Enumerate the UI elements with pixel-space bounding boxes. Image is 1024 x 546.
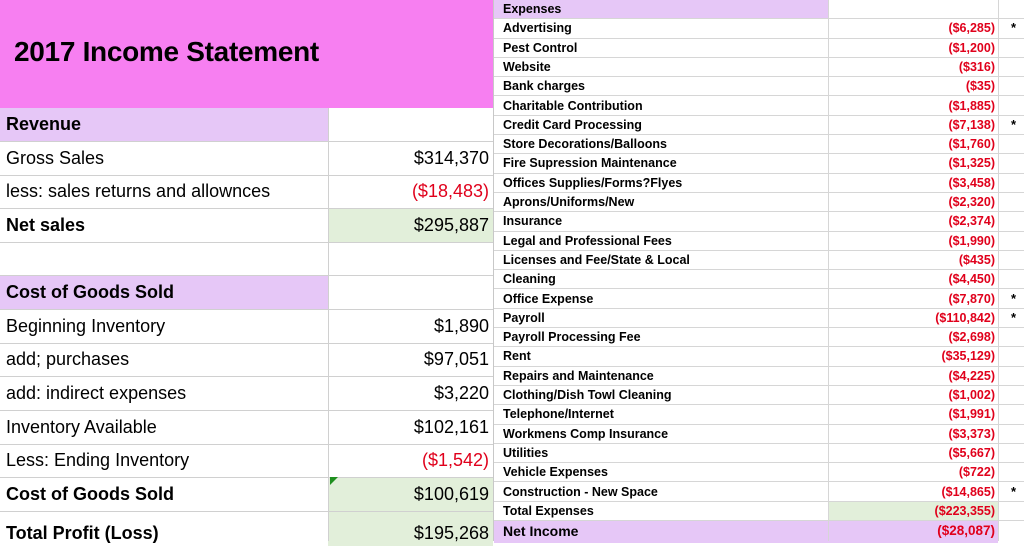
- returns-value: ($18,483): [411, 181, 489, 201]
- net-income-row[interactable]: [494, 521, 1024, 543]
- expense-label: Pest Control: [503, 40, 578, 55]
- cell-comment-marker[interactable]: [330, 477, 338, 485]
- expense-row[interactable]: [494, 39, 1024, 58]
- expense-label: Licenses and Fee/State & Local: [503, 252, 690, 267]
- purchases-row[interactable]: [0, 344, 493, 377]
- expense-row[interactable]: [494, 290, 1024, 309]
- expense-value: ($1,325): [948, 156, 995, 171]
- expense-row[interactable]: [494, 463, 1024, 482]
- expense-row[interactable]: [494, 19, 1024, 38]
- total-profit-value: $195,268: [413, 523, 489, 543]
- title-cell[interactable]: [0, 0, 493, 108]
- expenses-header: Expenses: [503, 2, 562, 16]
- expense-label: Vehicle Expenses: [503, 465, 608, 480]
- expense-label: Cleaning: [503, 272, 556, 287]
- cogs-header: Cost of Goods Sold: [6, 282, 174, 302]
- expense-value: ($1,002): [948, 388, 995, 402]
- expense-label: Rent: [503, 349, 531, 364]
- inventory-available-value: $102,161: [413, 417, 489, 437]
- expenses-header-row[interactable]: [494, 0, 1024, 19]
- expense-value: ($14,865): [941, 484, 995, 499]
- expense-row[interactable]: [494, 212, 1024, 231]
- expense-label: Payroll: [503, 310, 545, 325]
- expense-label: Charitable Contribution: [503, 98, 643, 113]
- expense-flag: *: [1010, 483, 1016, 499]
- gross-sales-label: Gross Sales: [6, 148, 105, 168]
- expense-value: ($35): [965, 79, 995, 94]
- expense-label: Website: [503, 59, 551, 74]
- expense-label: Credit Card Processing: [503, 117, 642, 132]
- expense-value: ($5,667): [948, 445, 995, 460]
- expense-label: Advertising: [503, 21, 572, 36]
- expense-flag: *: [1010, 116, 1016, 132]
- total-expenses-label: Total Expenses: [503, 503, 594, 518]
- expense-row[interactable]: [494, 97, 1024, 116]
- beginning-inventory-row[interactable]: [0, 310, 493, 344]
- net-sales-label: Net sales: [6, 215, 86, 235]
- ending-inventory-label: Less: Ending Inventory: [6, 450, 190, 470]
- expenses-panel: [493, 0, 1024, 541]
- net-sales-value: $295,887: [413, 215, 489, 235]
- expense-value: ($1,885): [948, 98, 995, 113]
- expense-label: Repairs and Maintenance: [503, 368, 654, 383]
- expense-label: Fire Supression Maintenance: [503, 156, 677, 171]
- expense-value: ($3,373): [948, 426, 995, 441]
- expense-value: ($435): [958, 252, 995, 267]
- total-expenses-row[interactable]: [494, 502, 1024, 521]
- net-sales-row[interactable]: [0, 209, 493, 243]
- income-statement-left: [0, 0, 493, 541]
- beginning-inventory-value: $1,890: [433, 316, 489, 336]
- expense-row[interactable]: [494, 193, 1024, 212]
- expense-label: Bank charges: [503, 79, 585, 94]
- beginning-inventory-label: Beginning Inventory: [6, 316, 166, 336]
- expense-row[interactable]: [494, 328, 1024, 347]
- page-title: 2017 Income Statement: [14, 36, 319, 67]
- expense-flag: *: [1010, 290, 1016, 306]
- returns-row[interactable]: [0, 176, 493, 209]
- expense-value: ($1,990): [948, 233, 995, 248]
- cogs-total-value: $100,619: [413, 484, 489, 504]
- expense-row[interactable]: [494, 425, 1024, 444]
- expense-value: ($722): [958, 465, 995, 480]
- expense-label: Insurance: [503, 214, 563, 229]
- expense-label: Payroll Processing Fee: [503, 330, 641, 345]
- expense-row[interactable]: [494, 154, 1024, 173]
- expense-row[interactable]: [494, 270, 1024, 289]
- expense-row[interactable]: [494, 116, 1024, 135]
- expense-value: ($316): [958, 59, 995, 74]
- expense-value: ($2,320): [948, 195, 995, 209]
- total-expenses-value: ($223,355): [934, 503, 995, 518]
- expense-label: Workmens Comp Insurance: [503, 426, 669, 441]
- revenue-header: Revenue: [6, 114, 82, 134]
- expense-value: ($2,698): [948, 330, 995, 345]
- ending-inventory-value: ($1,542): [421, 450, 489, 470]
- expense-row[interactable]: [494, 405, 1024, 424]
- expense-row[interactable]: [494, 251, 1024, 270]
- expense-label: Store Decorations/Balloons: [503, 137, 667, 152]
- expense-value: ($1,991): [948, 407, 995, 422]
- expense-label: Office Expense: [503, 291, 594, 306]
- expense-value: ($6,285): [948, 21, 995, 36]
- expense-value: ($3,458): [948, 175, 995, 190]
- gross-sales-value: $314,370: [413, 148, 489, 168]
- expense-value: ($35,129): [941, 349, 995, 364]
- gross-sales-row[interactable]: [0, 142, 493, 176]
- indirect-expenses-row[interactable]: [0, 377, 493, 411]
- inventory-available-label: Inventory Available: [6, 417, 157, 437]
- expense-label: Utilities: [503, 445, 549, 460]
- expense-label: Telephone/Internet: [503, 407, 614, 422]
- empty-row[interactable]: [0, 243, 493, 276]
- cogs-header-row[interactable]: [0, 276, 493, 310]
- expense-value: ($2,374): [948, 214, 995, 229]
- expense-row[interactable]: [494, 135, 1024, 154]
- net-income-label: Net Income: [503, 523, 579, 540]
- expense-row[interactable]: [494, 58, 1024, 77]
- expense-row[interactable]: [494, 386, 1024, 405]
- expense-label: Aprons/Uniforms/New: [503, 195, 635, 209]
- expense-value: ($4,450): [948, 272, 995, 287]
- expense-value: ($4,225): [948, 368, 995, 383]
- cogs-total-row[interactable]: [0, 478, 493, 512]
- indirect-expenses-label: add: indirect expenses: [6, 383, 187, 403]
- expense-row[interactable]: [494, 483, 1024, 502]
- indirect-expenses-value: $3,220: [433, 383, 489, 403]
- revenue-header-row[interactable]: [0, 108, 493, 142]
- ending-inventory-row[interactable]: [0, 445, 493, 478]
- returns-label: less: sales returns and allownces: [6, 181, 271, 201]
- inventory-available-row[interactable]: [0, 411, 493, 445]
- expense-value: ($7,870): [948, 291, 995, 306]
- purchases-label: add; purchases: [6, 349, 130, 369]
- expense-row[interactable]: [494, 77, 1024, 96]
- expense-value: ($1,760): [948, 137, 995, 152]
- expense-row[interactable]: [494, 347, 1024, 366]
- expense-label: Clothing/Dish Towl Cleaning: [503, 388, 672, 402]
- expense-value: ($7,138): [948, 117, 995, 132]
- purchases-value: $97,051: [423, 349, 489, 369]
- total-profit-label: Total Profit (Loss): [6, 523, 159, 543]
- expense-row[interactable]: [494, 309, 1024, 328]
- expense-flag: *: [1010, 309, 1016, 325]
- expense-row[interactable]: [494, 367, 1024, 386]
- expense-value: ($1,200): [948, 40, 995, 55]
- expense-flag: *: [1010, 20, 1016, 36]
- expense-value: ($110,842): [935, 310, 995, 325]
- expense-row[interactable]: [494, 174, 1024, 193]
- cogs-total-label: Cost of Goods Sold: [6, 484, 174, 504]
- expense-label: Offices Supplies/Forms?Flyes: [503, 175, 683, 190]
- expense-label: Legal and Professional Fees: [503, 233, 672, 248]
- net-income-value: ($28,087): [937, 523, 995, 539]
- expense-row[interactable]: [494, 444, 1024, 463]
- expense-row[interactable]: [494, 232, 1024, 251]
- expense-label: Construction - New Space: [503, 484, 658, 499]
